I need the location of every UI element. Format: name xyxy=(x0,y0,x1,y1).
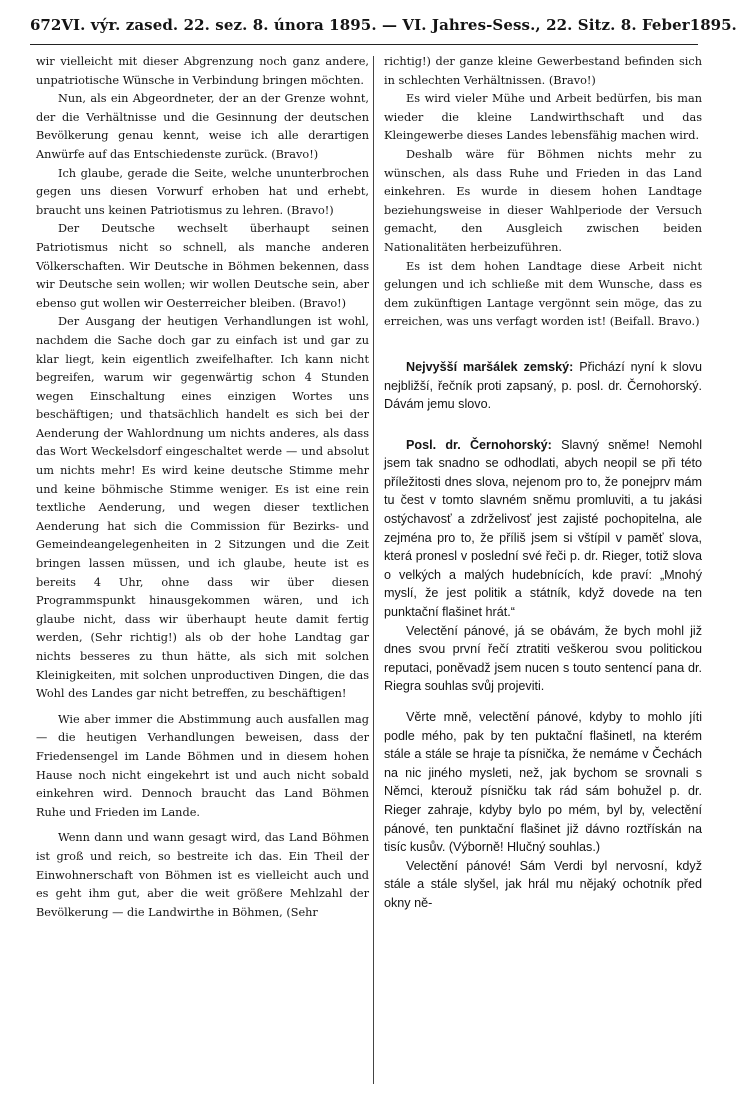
cernohorsky-speech xyxy=(384,436,702,913)
marshal-speaker: Nejvyšší maršálek zemský: xyxy=(406,359,574,374)
speech-paragraph-3: Věrte mně, velectění pánové, kdyby to mohlo jíti podle mého, pak by ten puktační flašinetl, na kterém stále a stále se hraje ta písnička, že nemáme v Čechách na nic jiného mysleti, než, jak bychom se srovnali s Němci, kterouž písničku tak rád sám bohužel p. dr. Rieger zahraje, kdyby bylo po mém, byl by, velectění pánové, ten punktační flašinet již dávno roztřískán na tisíc kusův. (Výborně! Hlučný souhlas.) xyxy=(384,710,702,855)
right-paragraph-4: Es ist dem hohen Landtage diese Arbeit nicht gelungen und ich schließe mit dem Wunsche, dass es dem zukünftigen Lantage vergönnt sein möge, das zu erreichen, was uns verfagt worden ist! (Beifall. Bravo.) xyxy=(384,259,702,329)
speech-paragraph-2: Velectění pánové, já se obávám, že bych mohl již dnes svou první řečí ztratiti veškerou svou politickou reputaci, poněvadž jsem nucen s touto sentencí pana dr. Riegra souhlas svůj projeviti. xyxy=(384,623,702,694)
page-header xyxy=(30,10,737,40)
marshal-text: Přichází nyní k slovu nejbližší, řečník proti zapsaný, p. posl. dr. Černohorský. Dávám jemu slovo. xyxy=(384,359,703,412)
page-number: 672 xyxy=(30,16,62,34)
header-year: 1895. xyxy=(689,16,737,34)
left-paragraph-1: wir vielleicht mit dieser Abgrenzung noch ganz andere, unpatriotische Wünsche in Verbindung bringen möchten. xyxy=(36,55,369,87)
right-paragraph-1: richtig!) der ganze kleine Gewerbestand befinden sich in schlechten Verhältnissen. (Bravo!) xyxy=(384,55,702,87)
left-paragraph-3: Ich glaube, gerade die Seite, welche ununterbrochen gegen uns diesen Vorwurf erhoben hat und erhebt, braucht uns keinen Patriotismus zu lehren. (Bravo!) xyxy=(36,166,369,217)
left-paragraph-2: Nun, als ein Abgeordneter, der an der Grenze wohnt, der die Verhältnisse und die Gesinnung der deutschen Bevölkerung genau kennt, weise ich alle derartigen Anwürfe auf das Entschiedenste zurück. (Bravo!) xyxy=(36,92,369,161)
left-paragraph-4: Der Deutsche wechselt überhaupt seinen Patriotismus nicht so schnell, als manche anderen Völkerschaften. Wir Deutsche in Böhmen bekennen, dass wir Deutsche sein wollen; wir wollen Deutsche sein, aber ebenso gut wollen wir Oesterreicher bleiben. (Bravo!) xyxy=(36,222,369,310)
speech-text-1: Slavný sněme! Nemohl jsem tak snadno se odhodlati, abych neopil se při této příležitosti dnes slova, nejenom pro to, že ponejprv mám tu čest v tomto slavném sněmu promluviti, a tu jakási ostýchavosť a zdrželivosť jest zajisté pochopitelna, ale zejména pro to, že příliš jsem si vštípil v paměť slova, která pronesl v poslední své řeči p. dr. Rieger, totiž slova o velkých a malých hudebnících, kde praví: „Mnohý myslí, že jest politik a státník, když dovede na ten punktační flašinet hrát.“ xyxy=(384,437,703,620)
left-paragraph-7: Wenn dann und wann gesagt wird, das Land Böhmen ist groß und reich, so bestreite ich das. Ein Theil der Einwohnerschaft von Böhmen ist es vielleicht auch und es geht ihm gut, aber die weit größere Mehlzahl der Bevölkerung — die Landwirthe in Böhmen, (Sehr xyxy=(36,831,369,919)
right-paragraph-2: Es wird vieler Mühe und Arbeit bedürfen, bis man wieder die kleine Landwirthschaft und das Kleingewerbe dieses Landes lebensfähig machen wird. xyxy=(384,92,702,143)
german-speech-end xyxy=(384,53,702,332)
right-paragraph-3: Deshalb wäre für Böhmen nichts mehr zu wünschen, als dass Ruhe und Frieden in das Land einkehren. Es wurde in diesem hohen Landtage beziehungsweise in dieser Wahlperiode der Versuch gemacht, den Ausgleich zwischen beiden Nationalitäten herbeizuführen. xyxy=(384,147,702,254)
speech-paragraph-1 xyxy=(384,436,702,622)
marshal-announcement xyxy=(384,358,702,414)
column-divider xyxy=(373,56,374,1084)
cernohorsky-speaker: Posl. dr. Černohorský: xyxy=(406,437,552,452)
speech-paragraph-4: Velectění pánové! Sám Verdi byl nervosní, když stále a stále slyšel, jak hrál mu nějaký ochotník před okny ně- xyxy=(384,858,702,910)
header-session-info: VI. výr. zased. 22. sez. 8. února 1895. — VI. Jahres-Sess., 22. Sitz. 8. Feber xyxy=(61,16,690,34)
left-paragraph-5: Der Ausgang der heutigen Verhandlungen ist wohl, nachdem die Sache doch gar zu einfach ist und gar zu klar liegt, kein eigentlich zweifelhafter. Ich kann nicht begreifen, warum wir gegenwärtig schon 4 Stunden wegen Einschaltung eines einzigen Wortes uns beschäftigen; und thatsächlich handelt es sich bei der Aenderung der Wahlordnung um nichts anderes, als dass das Wort Weckelsdorf eingeschaltet werde — und absolut um nichts mehr! Es wird keine deutsche Stimme mehr und keine böhmische Stimme weniger. Es ist eine rein textliche Aenderung, und wegen dieser textlichen Aenderung hat sich die Commission für Bezirks- und Gemeindeangelegenheiten in 2 Sitzungen und die Zeit bringen lassen müssen, und ich glaube, heute ist es bereits 4 Uhr, ohne dass wir über diesen Programmspunkt hinausgekommen wären, und ich glaube nicht, dass wir überhaupt heute damit fertig werden, (Sehr richtig!) als ob der hohe Landtag gar nichts besseres zu thun hätte, als sich mit solchen Kleinigkeiten, mit solchen unproductiven Dingen, die das Wohl des Landes gar nicht betreffen, zu beschäftigen! xyxy=(36,315,369,701)
header-rule xyxy=(30,44,698,45)
right-column xyxy=(384,53,702,913)
marshal-paragraph xyxy=(384,358,702,414)
left-column xyxy=(36,53,369,922)
left-paragraph-6: Wie aber immer die Abstimmung auch ausfallen mag — die heutigen Verhandlungen beweisen, dass der Friedensengel im Lande Böhmen und in diesem hohen Hause noch nicht eingekehrt ist und auch nicht sobald einkehren wird. Dennoch braucht das Land Böhmen Ruhe und Frieden im Lande. xyxy=(36,712,369,819)
